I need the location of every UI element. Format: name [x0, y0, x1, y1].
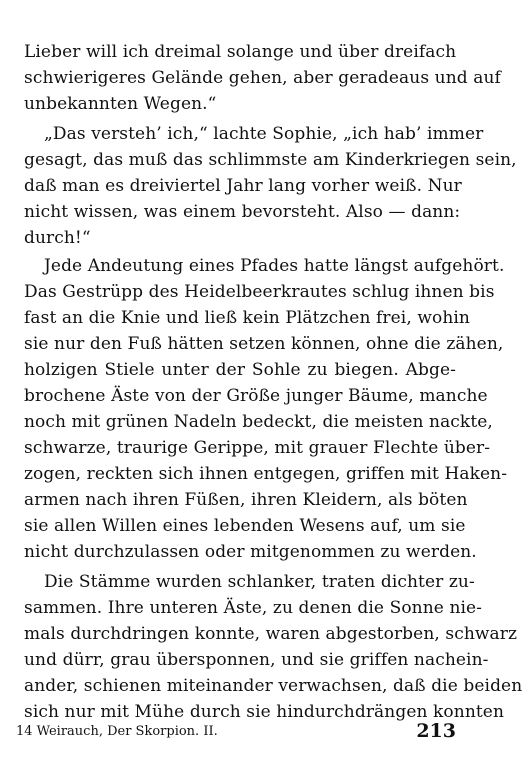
text-line: und dürr, grau übersponnen, und sie griffen nachein- [24, 650, 489, 670]
text-line: brochene Äste von der Größe junger Bäume, manche [24, 386, 488, 406]
text-line: holzigen Stiele unter der Sohle zu biegen. Abge- [24, 360, 456, 380]
text-line: armen nach ihren Füßen, ihren Kleidern, als böten [24, 490, 468, 510]
text-line: fast an die Knie und ließ kein Plätzchen frei, wohin [24, 308, 470, 328]
text-line: daß man es dreiviertel Jahr lang vorher weiß. Nur [24, 176, 462, 196]
text-line: schwarze, traurige Gerippe, mit grauer Flechte über- [24, 438, 491, 458]
text-line: Lieber will ich dreimal solange und über dreifach [24, 42, 457, 62]
text-line: ander, schienen miteinander verwachsen, daß die beiden [24, 676, 522, 696]
page-footer [16, 720, 456, 744]
text-line: zogen, reckten sich ihnen entgegen, griffen mit Haken- [24, 464, 508, 484]
text-line: unbekannten Wegen.“ [24, 94, 217, 114]
text-line: sich nur mit Mühe durch sie hindurchdrängen konnten [24, 702, 505, 722]
text-line: nicht durchzulassen oder mitgenommen zu werden. [24, 542, 477, 562]
text-line: Die Stämme wurden schlanker, traten dichter zu- [44, 572, 475, 592]
text-line: noch mit grünen Nadeln bedeckt, die meisten nackte, [24, 412, 493, 432]
text-line: schwierigeres Gelände gehen, aber geradeaus und auf [24, 68, 501, 88]
text-line: Das Gestrüpp des Heidelbeerkrautes schlug ihnen bis [24, 282, 495, 302]
text-line: sammen. Ihre unteren Äste, zu denen die Sonne nie- [24, 598, 483, 618]
page-number: 213 [416, 720, 456, 742]
text-line: Jede Andeutung eines Pfades hatte längst aufgehört. [44, 256, 505, 276]
text-line: nicht wissen, was einem bevorsteht. Also — dann: [24, 202, 461, 222]
text-line: sie nur den Fuß hätten setzen können, ohne die zähen, [24, 334, 504, 354]
text-line: mals durchdringen konnte, waren abgestorben, schwarz [24, 624, 518, 644]
text-line: „Das versteh’ ich,“ lachte Sophie, „ich hab’ immer [44, 124, 484, 144]
text-line: sie allen Willen eines lebenden Wesens auf, um sie [24, 516, 466, 536]
text-line: durch!“ [24, 228, 91, 248]
printer-signature: 14 Weirauch, Der Skorpion. II. [16, 724, 218, 739]
text-line: gesagt, das muß das schlimmste am Kinderkriegen sein, [24, 150, 517, 170]
